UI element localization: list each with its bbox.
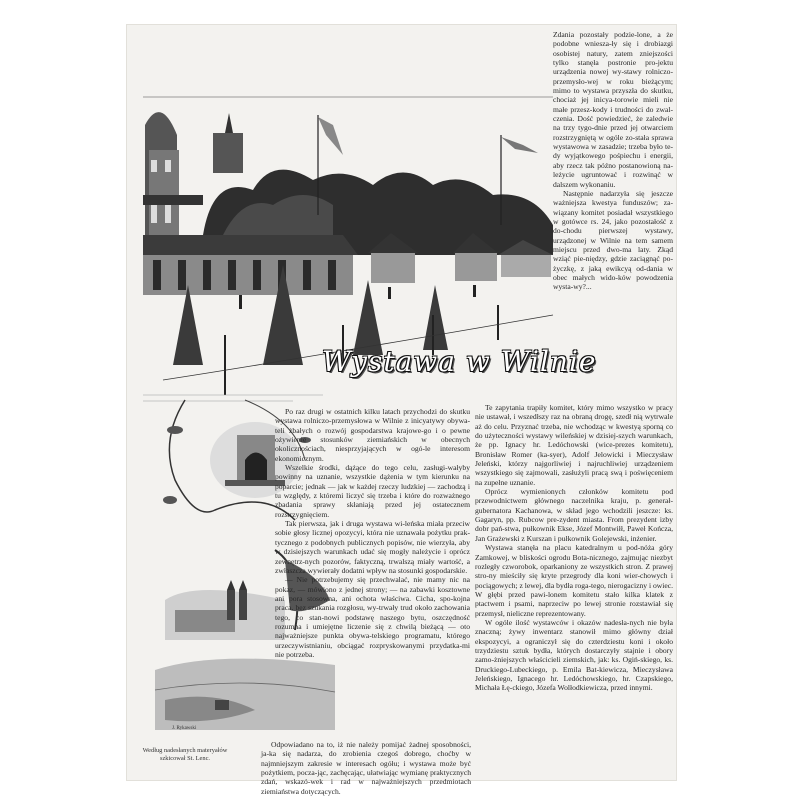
- paragraph: Oprócz wymienionych członków komitetu pod przewodnictwem głównego naczelnika kraju, p. generał-gubernatora Kachanowa, w skład jego wchodzili jeszcze: ks. Gagaryn, pp. Rubcow pre-zydent miasta. From prezydent izby dobr pań-stwa, pułkownik Ekse, Józef Montwiłł, Paweł Kończa, Jan Grażewski z Kurszan i pułkownik Golejewski, inżenier.: [475, 487, 673, 543]
- paragraph: Wystawa stanęła na placu katedralnym u pod-nóża góry Zamkowej, w bliskości ogrodu Bota-nicznego, zajmując niezbyt rozległy czworobok, oparkaniony ze wszystkich stron. Z prawej stro-ny mieściły się kryte przegrody dla koni wier-chowych i pociągowych; z lewej, dla bydła roga-tego, nierogacizny i owiec. W głębi przed pawi-lonem komitetu stało kilka klatek z ptactwem i psami, naprzeciw po lewej stronie rozstawiał się przemysł, nieliczne reprezentowany.: [475, 543, 673, 618]
- article-column-middle: [275, 407, 470, 659]
- article-column-right-bottom: [475, 403, 673, 693]
- paragraph: Wszelkie środki, dążące do tego celu, zasługi-wałyby powinny na uznanie, wszystkie dążenia w tym kierunku na poparcie; jednak — jak w każdej rzeczy ludzkiej — zachodzą i tu względy, z któremi liczyć się trzeba i które do rozważnego zbadania sprawy skłaniają przed jej ostatecznem rozstrzygnięciem.: [275, 463, 470, 519]
- newspaper-page: [127, 25, 676, 796]
- paragraph: Tak pierwsza, jak i druga wystawa wi-leńska miała przeciw sobie głosy licznej opozycyi, która nie uznawała pożytku prak-tycznego z podobnych publicznych popisów, nie wierzyła, aby w dzisiejszych warunkach udać się mogły należycie i oprócz zewnętrz-nych pozorów, faktyczną, trwalszą miały wartość, a zwłaszcza wywierały dodatni wpływ na stosunki gospodarskie.: [275, 519, 470, 575]
- paragraph: — Nie potrzebujemy się przechwalać, nie mamy nic na pokaz, — mówiono z jednej strony; — na zabawki kosztowne ani pora stosowna, ani ochota właściwa. Cicha, spo-kojna praca, bez szukania rozgłosu, wy-trwały trud około zachowania tego, co stan-nowi podstawę naszego bytu, oszczędność rozumna i umiejętne liczenie się z chwilą bieżącą — oto najważniejsze punkta obywa-telskiego programatu, którego urzeczywistnianiu, obciągać rozpryskowanymi przydatka-mi nie potrzeba.: [275, 575, 470, 659]
- paragraph: Następnie nadarzyła się jeszcze ważniejsza kwestya funduszów; za-wiązany komitet posiadał wszystkiego w gotówce rs. 24, jako pozostałość z do-chodu pierwszej wystawy, urządzonej w Wilnie na tem samem miejscu przed dwo-ma laty. Zkąd wziąć pie-niędzy, gdzie zaciągnąć po-życzkę, z jaką ewikcyą od-dania w obec małych wido-ków powodzenia wysta-wy?...: [553, 188, 673, 292]
- paragraph: Te zapytania trapiły komitet, który mimo wszystko w pracy nie ustawał, i wszedłszy raz na obraną drogę, szedł nią wytrwale aż do celu. Przyznać trzeba, nie wchodząc w kwestyą sporną co do użyteczności wystawy wileńskiej w dzisiej-szych warunkach, że pp. Ignacy hr. Ledóchowski (wice-prezes komitetu), Bronisław Romer (ka-syer), Adolf Jelowicki i Mieczysław Jeleński, którzy najgorliwiej i najruchliwiej urządzeniem wszystkiego się zajmowali, zasłużyli pracą swą i poświęceniem na zupełne uznanie.: [475, 403, 673, 487]
- article-continuation-bottom: [261, 740, 471, 796]
- article-column-right-top: [553, 30, 673, 292]
- illustration-title: Wystawa w Wilnie: [322, 345, 597, 378]
- paragraph: Zdania pozostały podzie-lone, a że podobne wniesza-ły się i drobiazgi osobistej natury, zatem zniejszości tylko stanęła postronie pro-jektu urządzenia nowej wy-stawy rolniczo-przemysło-wej w roku bieżącym; mimo to wystawa przyszła do skutku, chociaż jej inicya-torowie mieli nie małe przesz-kody i trudności do zwal-czenia. Dość powiedzieć, że zaledwie na trzy tygo-dnie przed jej otwarciem rozstrzygniętą w ogóle zo-stała sprawa wystawowa w zasadzie; trzeba było te-dy wyjątkowego pośpiechu i energii, aby rzecz tak późno postanowioną na-leżycie ugruntować i rozwinąć w dalszem wykonaniu.: [553, 30, 673, 189]
- paragraph: Po raz drugi w ostatnich kilku latach przychodzi do skutku wystawa rolniczo-przemysłowa w Wilnie z inicyatywy obywa-teli żbałych o rozwój gospodarstwa krajowe-go i o pewne ożywienie stosunków ziemiańskich w obecnych okolicznościach, niesprzyjających w ogó-le interesom ekonomicznym.: [275, 407, 470, 463]
- engraving-signature: J. Rykawski: [172, 726, 197, 731]
- paragraph: Odpowiadano na to, iż nie należy pomijać żadnej sposobności, ja-ka się nadarza, do zrobienia czegoś dobrego, choćby w najmniejszym zakresie w interesach ogółu; i wystawa może być pożytkiem, pocza-jąc, zachęcając, ułatwiając wymianę praktycznych zdań, wskazó-wek i rad w najważniejszych przedmiotach ziemiaństwa dotyczących.: [261, 740, 471, 796]
- paragraph: W ogóle ilość wystawców i okazów nadesła-nych nie była znaczną; żywy inwentarz stanowił mimo główny dział ekspozycyi, a ograniczył się do czterdziestu koni i około trzydziestu sztuk bydła, których dostarczyły stajnie i obory zamo-żniejszych właścicieli ziemskich, jak: ks. Ogiń-skiego, ks. Druckiego-Lubeckiego, p. Emila Bat-kiewicza, Mieczysława Jeleńskiego, Ignacego hr. Ledóchowskiego, hr. Czapskiego, Michała Łę-ckiego, Józefa Wolłodkiewicza, przed innymi.: [475, 617, 673, 693]
- illustration-caption: Według nadesłanych materyałów szkicował St. Lenc.: [142, 747, 228, 762]
